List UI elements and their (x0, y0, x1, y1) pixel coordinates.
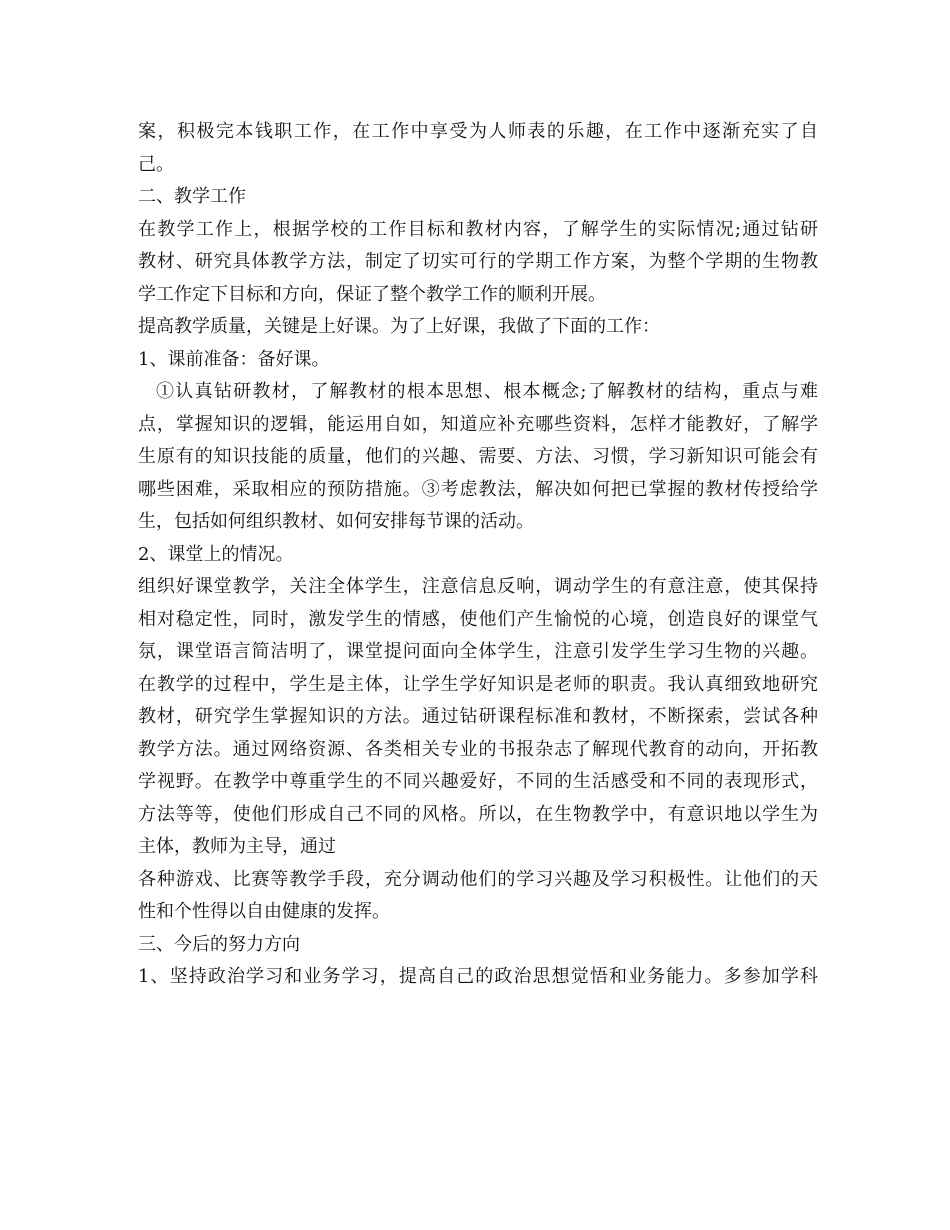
text-line: 学视野。在教学中尊重学生的不同兴趣爱好，不同的生活感受和不同的表现形式， (138, 771, 818, 792)
text-line: 二、教学工作 (138, 186, 246, 207)
text-line: 性和个性得以自由健康的发挥。 (138, 901, 390, 922)
text-line: 教材，研究学生掌握知识的方法。通过钻研课程标准和教材，不断探索，尝试各种 (138, 706, 818, 727)
text-line: 生，包括如何组织教材、如何安排每节课的活动。 (138, 511, 534, 532)
text-line: 各种游戏、比赛等教学手段，充分调动他们的学习兴趣及学习积极性。让他们的天 (138, 868, 818, 890)
document-body (138, 116, 818, 994)
text-line: 案，积极完本钱职工作，在工作中享受为人师表的乐趣，在工作中逐渐充实了自 (138, 121, 818, 142)
text-line: 点，掌握知识的逻辑，能运用自如，知道应补充哪些资料，怎样才能教好，了解学 (138, 413, 818, 435)
text-line: 2、课堂上的情况。 (138, 543, 294, 565)
text-line: 组织好课堂教学，关注全体学生，注意信息反响，调动学生的有意注意，使其保持 (138, 576, 818, 597)
text-line: ①认真钻研教材，了解教材的根本思想、根本概念;了解教材的结构，重点与难 (156, 381, 818, 402)
text-line: 己。 (138, 153, 174, 175)
text-line: 教材、研究具体教学方法，制定了切实可行的学期工作方案，为整个学期的生物教 (138, 251, 818, 272)
text-line: 方法等等，使他们形成自己不同的风格。所以，在生物教学中，有意识地以学生为 (138, 803, 818, 825)
text-line: 主体，教师为主导，通过 (138, 836, 336, 857)
text-line: 三、今后的努力方向 (138, 933, 300, 955)
text-line: 生原有的知识技能的质量，他们的兴趣、需要、方法、习惯，学习新知识可能会有 (138, 446, 818, 467)
text-line: 在教学的过程中，学生是主体，让学生学好知识是老师的职责。我认真细致地研究 (138, 673, 818, 695)
text-line: 1、课前准备：备好课。 (138, 348, 330, 370)
text-line: 相对稳定性，同时，激发学生的情感，使他们产生愉悦的心境，创造良好的课堂气 (138, 608, 818, 630)
text-line: 教学方法。通过网络资源、各类相关专业的书报杂志了解现代教育的动向，开拓教 (138, 738, 818, 760)
text-line: 在教学工作上，根据学校的工作目标和教材内容，了解学生的实际情况;通过钻研 (138, 218, 818, 240)
text-line: 学工作定下目标和方向，保证了整个教学工作的顺利开展。 (138, 283, 606, 305)
text-line: 氛，课堂语言简洁明了，课堂提问面向全体学生，注意引发学生学习生物的兴趣。 (138, 641, 818, 662)
text-line: 提高教学质量，关键是上好课。为了上好课，我做了下面的工作： (138, 316, 660, 337)
text-line: 哪些困难，采取相应的预防措施。③考虑教法，解决如何把已掌握的教材传授给学 (138, 478, 818, 500)
text-line: 1、坚持政治学习和业务学习，提高自己的政治思想觉悟和业务能力。多参加学科 (138, 966, 818, 987)
